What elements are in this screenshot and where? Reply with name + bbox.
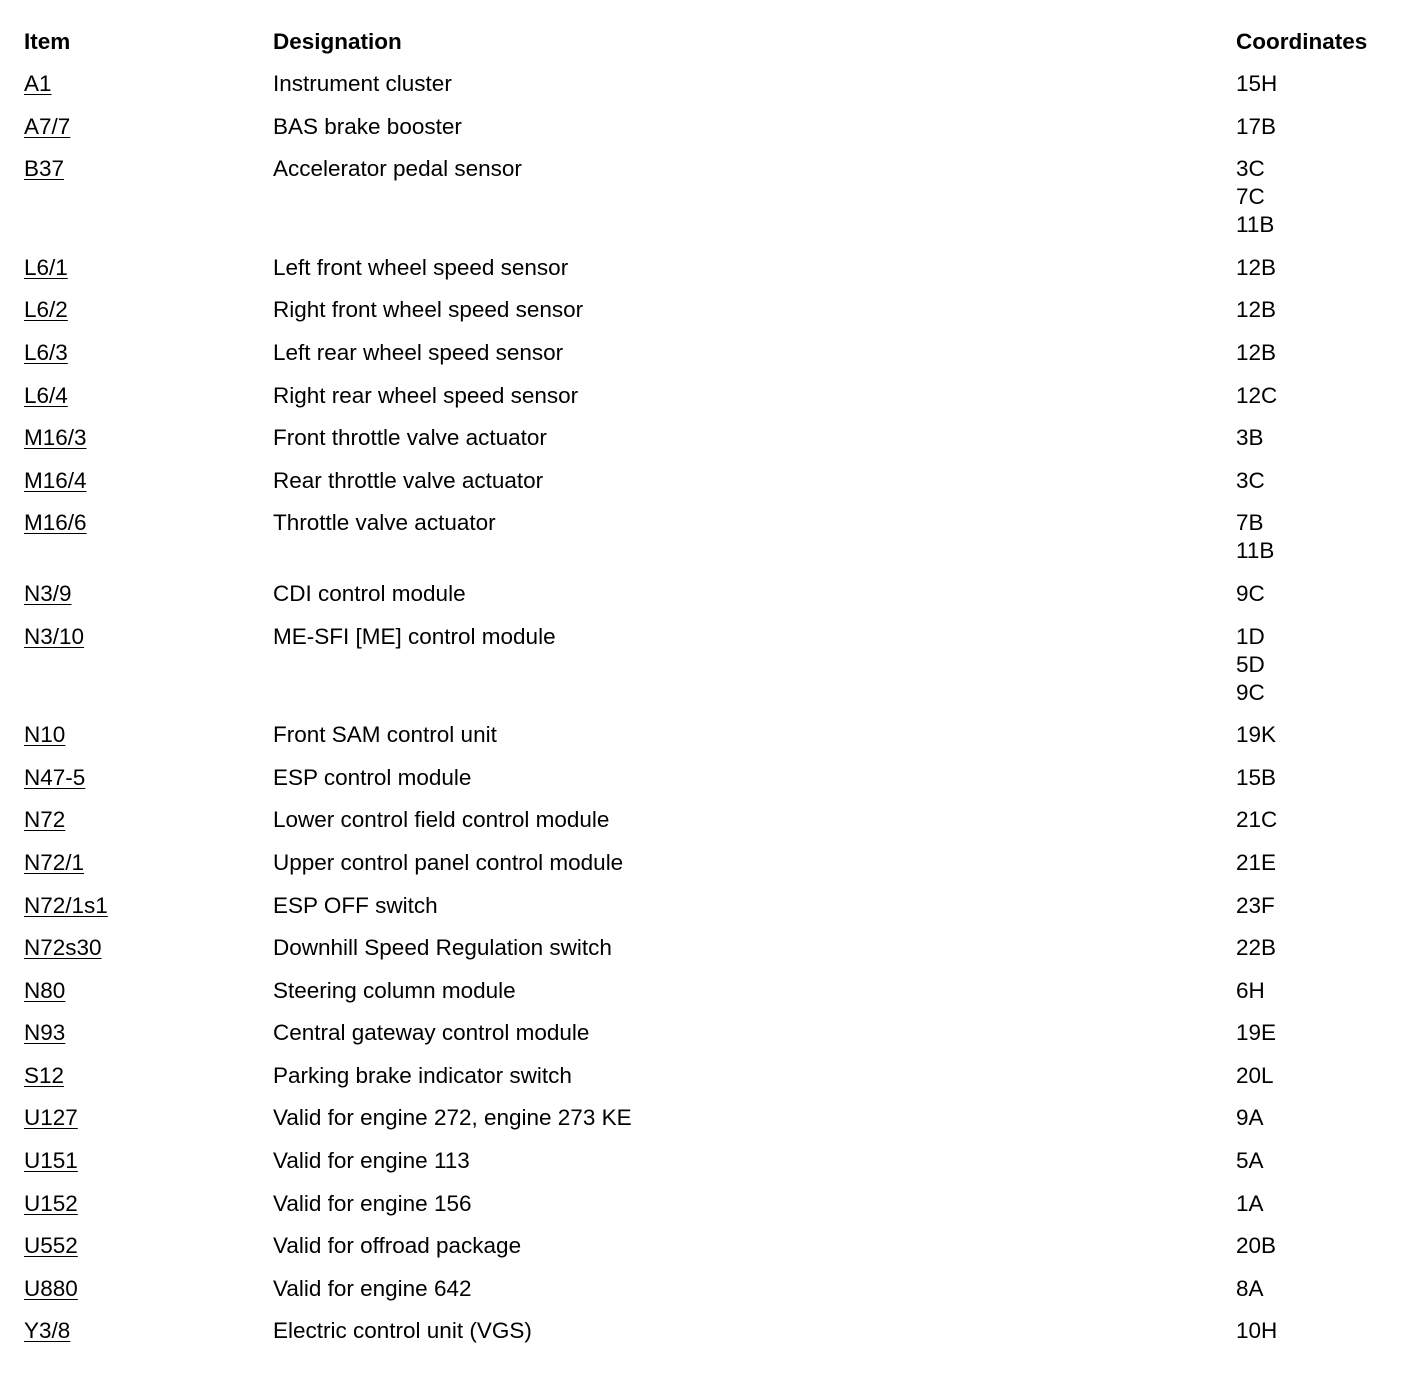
coordinate-value: 12B [1236, 297, 1277, 323]
item-cell [24, 1190, 273, 1233]
designation-cell: Rear throttle valve actuator [273, 467, 544, 493]
designation-cell: Left rear wheel speed sensor [273, 339, 564, 365]
item-cell [24, 977, 273, 1020]
designation-cell: Front SAM control unit [273, 722, 497, 748]
item-link[interactable]: A1 [24, 71, 52, 96]
item-link[interactable]: L6/3 [24, 339, 68, 365]
item-cell [24, 70, 273, 113]
item-link[interactable]: N93 [24, 1020, 66, 1046]
item-cell [24, 424, 273, 467]
item-link[interactable]: L6/2 [24, 297, 68, 323]
table-row [24, 721, 1396, 764]
item-link[interactable]: N72 [24, 807, 66, 833]
table-row [24, 424, 1396, 467]
coordinates-cell [1236, 70, 1396, 113]
coordinates-cell [1236, 509, 1396, 580]
coordinate-value: 10H [1236, 1318, 1278, 1344]
table-row [24, 1147, 1396, 1190]
coordinates-cell [1236, 934, 1396, 977]
designation-cell: ESP control module [273, 764, 472, 790]
header-item: Item [24, 29, 71, 54]
coordinate-value: 7C [1236, 184, 1265, 210]
designation-cell: Valid for offroad package [273, 1233, 522, 1259]
table-row [24, 1019, 1396, 1062]
table-row [24, 509, 1396, 580]
item-cell [24, 1147, 273, 1190]
coordinates-cell [1236, 1062, 1396, 1105]
item-link[interactable]: S12 [24, 1062, 65, 1088]
coordinates-cell [1236, 339, 1396, 382]
table-row [24, 1317, 1396, 1360]
coordinates-cell [1236, 113, 1396, 156]
coordinates-cell [1236, 424, 1396, 467]
item-cell [24, 254, 273, 297]
coordinate-value: 17B [1236, 113, 1277, 139]
item-cell [24, 1019, 273, 1062]
coordinates-cell [1236, 764, 1396, 807]
coordinates-cell [1236, 155, 1396, 254]
item-cell [24, 382, 273, 425]
coordinate-value: 20B [1236, 1233, 1277, 1259]
coordinate-value: 8A [1236, 1275, 1264, 1301]
table-row [24, 339, 1396, 382]
table-row [24, 934, 1396, 977]
coordinates-cell [1236, 1317, 1396, 1360]
coordinate-value: 1D [1236, 623, 1265, 649]
table-row [24, 113, 1396, 156]
designation-cell: Valid for engine 272, engine 273 KE [273, 1105, 632, 1131]
coordinate-value: 6H [1236, 977, 1265, 1003]
designation-cell: Front throttle valve actuator [273, 425, 547, 451]
item-link[interactable]: A7/7 [24, 113, 71, 139]
designation-cell: ME-SFI [ME] control module [273, 623, 556, 649]
coordinate-value: 3C [1236, 156, 1265, 182]
item-link[interactable]: U151 [24, 1148, 78, 1174]
designation-cell: Throttle valve actuator [273, 510, 496, 536]
coordinates-cell [1236, 806, 1396, 849]
coordinate-value: 5A [1236, 1148, 1264, 1174]
coordinate-value: 3B [1236, 425, 1264, 451]
designation-cell: Accelerator pedal sensor [273, 156, 522, 182]
item-link[interactable]: N72/1s1 [24, 892, 108, 918]
coordinates-cell [1236, 580, 1396, 623]
header-coordinates: Coordinates [1236, 29, 1368, 54]
coordinate-value: 5D [1236, 651, 1265, 677]
table-row [24, 1232, 1396, 1275]
designation-cell: Right rear wheel speed sensor [273, 382, 579, 408]
designation-cell: Steering column module [273, 977, 516, 1003]
designation-cell: Upper control panel control module [273, 849, 624, 875]
coordinate-value: 15H [1236, 71, 1278, 96]
table-row [24, 155, 1396, 254]
item-cell [24, 1275, 273, 1318]
coordinate-value: 15B [1236, 764, 1277, 790]
coordinate-value: 7B [1236, 510, 1264, 536]
item-cell [24, 580, 273, 623]
item-link[interactable]: N80 [24, 977, 66, 1003]
coordinates-cell [1236, 254, 1396, 297]
table-row [24, 296, 1396, 339]
table-row [24, 1190, 1396, 1233]
coordinate-value: 12C [1236, 382, 1278, 408]
coordinate-value: 11B [1236, 212, 1275, 238]
table-row [24, 580, 1396, 623]
coordinate-value: 12B [1236, 339, 1277, 365]
coordinate-value: 19E [1236, 1020, 1277, 1046]
designation-cell: Downhill Speed Regulation switch [273, 935, 612, 961]
item-cell [24, 721, 273, 764]
item-cell [24, 892, 273, 935]
table-row [24, 892, 1396, 935]
coordinates-cell [1236, 1019, 1396, 1062]
item-link[interactable]: N10 [24, 722, 66, 748]
coordinate-value: 9C [1236, 679, 1265, 705]
coordinates-cell [1236, 721, 1396, 764]
table-row [24, 849, 1396, 892]
item-cell [24, 806, 273, 849]
item-link[interactable]: N72s30 [24, 935, 102, 961]
item-link[interactable]: N3/9 [24, 580, 72, 606]
item-link[interactable]: N72/1 [24, 849, 85, 875]
item-link[interactable]: N3/10 [24, 623, 85, 649]
item-link[interactable]: B37 [24, 156, 65, 182]
coordinate-value: 9A [1236, 1105, 1264, 1131]
item-cell [24, 509, 273, 580]
table-row [24, 977, 1396, 1020]
table-row [24, 1104, 1396, 1147]
coordinates-cell [1236, 1190, 1396, 1233]
table-row [24, 70, 1396, 113]
component-legend-table [24, 26, 1396, 1360]
designation-cell: Right front wheel speed sensor [273, 297, 584, 323]
item-link[interactable]: M16/4 [24, 467, 87, 493]
header-row [24, 26, 1396, 70]
designation-cell: Valid for engine 113 [273, 1148, 470, 1174]
item-cell [24, 623, 273, 722]
item-cell [24, 467, 273, 510]
table-row [24, 1275, 1396, 1318]
coordinates-cell [1236, 1104, 1396, 1147]
item-cell [24, 339, 273, 382]
table-row [24, 382, 1396, 425]
designation-cell: Electric control unit (VGS) [273, 1318, 532, 1344]
coordinates-cell [1236, 623, 1396, 722]
item-link[interactable]: L6/4 [24, 382, 68, 408]
coordinate-value: 11B [1236, 538, 1275, 564]
coordinate-value: 23F [1236, 892, 1275, 918]
designation-cell: BAS brake booster [273, 113, 462, 139]
coordinates-cell [1236, 1275, 1396, 1318]
coordinates-cell [1236, 296, 1396, 339]
coordinates-cell [1236, 849, 1396, 892]
coordinate-value: 22B [1236, 935, 1277, 961]
item-cell [24, 1062, 273, 1105]
coordinate-value: 21C [1236, 807, 1278, 833]
coordinates-cell [1236, 382, 1396, 425]
designation-cell: Instrument cluster [273, 71, 452, 96]
header-designation: Designation [273, 29, 402, 54]
item-link[interactable]: U552 [24, 1233, 78, 1259]
table-row [24, 1062, 1396, 1105]
item-cell [24, 764, 273, 807]
item-link[interactable]: U152 [24, 1190, 78, 1216]
designation-cell: Valid for engine 156 [273, 1190, 472, 1216]
coordinate-value: 3C [1236, 467, 1265, 493]
item-link[interactable]: L6/1 [24, 254, 68, 280]
designation-cell: Lower control field control module [273, 807, 610, 833]
coordinate-value: 12B [1236, 254, 1277, 280]
item-cell [24, 1104, 273, 1147]
item-cell [24, 296, 273, 339]
coordinates-cell [1236, 1232, 1396, 1275]
designation-cell: Valid for engine 642 [273, 1275, 472, 1301]
designation-cell: Parking brake indicator switch [273, 1062, 572, 1088]
item-cell [24, 155, 273, 254]
item-link[interactable]: U880 [24, 1275, 78, 1301]
item-link[interactable]: Y3/8 [24, 1318, 71, 1344]
designation-cell: Left front wheel speed sensor [273, 254, 569, 280]
item-cell [24, 934, 273, 977]
coordinate-value: 20L [1236, 1062, 1274, 1088]
item-cell [24, 849, 273, 892]
designation-cell: Central gateway control module [273, 1020, 590, 1046]
item-cell [24, 1232, 273, 1275]
coordinate-value: 9C [1236, 580, 1265, 606]
table-row [24, 254, 1396, 297]
table-row [24, 764, 1396, 807]
table-row [24, 806, 1396, 849]
coordinates-cell [1236, 467, 1396, 510]
item-link[interactable]: M16/3 [24, 425, 87, 451]
table-header [24, 26, 1396, 70]
table-row [24, 467, 1396, 510]
coordinate-value: 21E [1236, 849, 1277, 875]
coordinates-cell [1236, 977, 1396, 1020]
item-cell [24, 1317, 273, 1360]
item-link[interactable]: U127 [24, 1105, 78, 1131]
item-link[interactable]: N47-5 [24, 764, 86, 790]
item-cell [24, 113, 273, 156]
coordinate-value: 1A [1236, 1190, 1264, 1216]
designation-cell: CDI control module [273, 580, 466, 606]
designation-cell: ESP OFF switch [273, 892, 438, 918]
table-row [24, 623, 1396, 722]
table-body [24, 70, 1396, 1360]
coordinates-cell [1236, 1147, 1396, 1190]
coordinate-value: 19K [1236, 722, 1277, 748]
item-link[interactable]: M16/6 [24, 510, 87, 536]
coordinates-cell [1236, 892, 1396, 935]
